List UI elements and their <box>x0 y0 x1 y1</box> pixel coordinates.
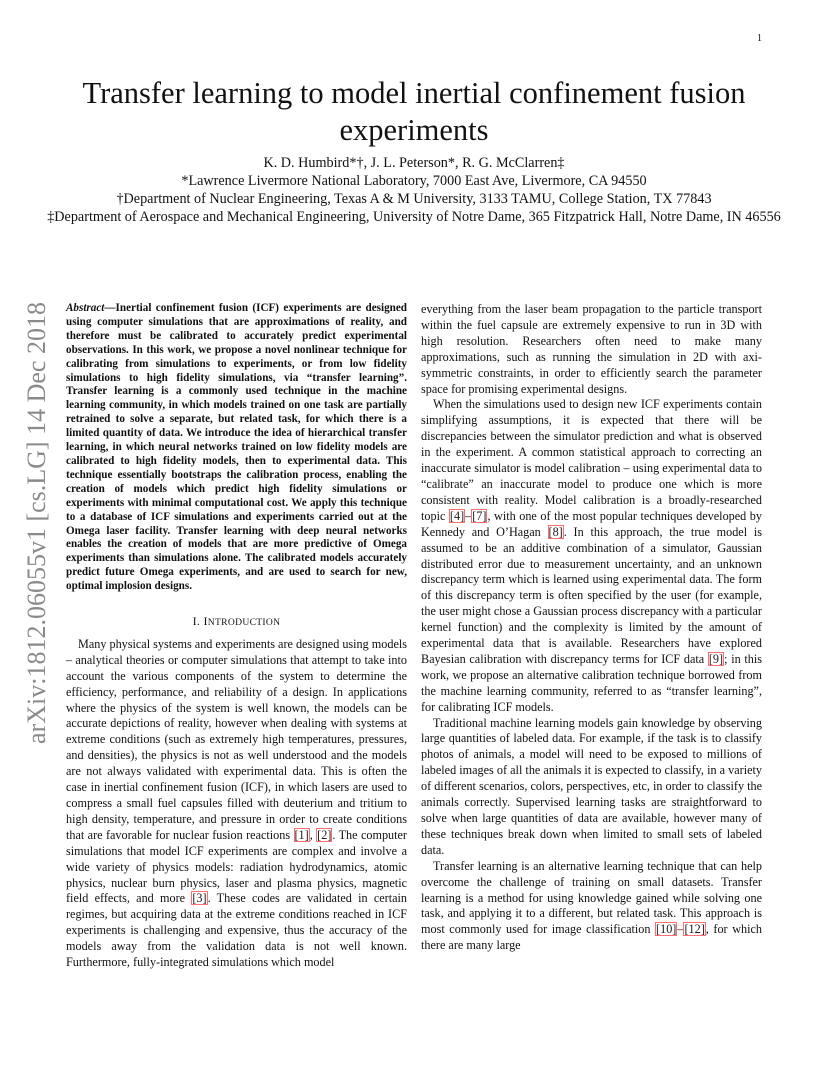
citation-link[interactable]: [1] <box>294 827 309 842</box>
paragraph-text: , for which there are many large <box>421 922 762 953</box>
paragraph-text: , with one of the most popular techniques developed by Kennedy and O’Hagan <box>421 508 762 539</box>
paragraph-text: – <box>677 922 684 937</box>
citation-link[interactable]: [2] <box>317 827 332 842</box>
section-rest: NTRODUCTION <box>207 617 281 629</box>
citation-link[interactable]: [4] <box>449 508 465 523</box>
abstract <box>66 302 407 594</box>
section-heading-introduction <box>66 614 407 631</box>
section-numeral: I. <box>192 614 204 629</box>
section-first-letter: I <box>203 614 208 629</box>
page-number: 1 <box>757 33 762 44</box>
citation-link[interactable]: [10] <box>656 922 677 937</box>
paper-title: Transfer learning to model inertial confinement fusion experiments <box>82 76 746 147</box>
affiliation-llnl: *Lawrence Livermore National Laboratory, 7000 East Ave, Livermore, CA 94550 <box>181 173 647 189</box>
paragraph-text: When the simulations used to design new ICF experiments contain simplifying assumptions, it is expected that there will be discrepancies between the simulator prediction and what is observed in the experiment. A common statistical approach to correcting an inaccurate simulator is model calibration – using experimental data to “calibrate” an inaccurate model to produce one which is more consistent with reality. Model calibration is a broadly-researched topic <box>421 397 762 523</box>
abstract-text: —Inertial confinement fusion (ICF) experiments are designed using computer simulations that are approximations of reality, and therefore must be calibrated to accurately predict experimental observations. In this work, we propose a novel nonlinear technique for calibrating from simulations to experiments, or from low fidelity simulations to high fidelity simulations, via “transfer learning”. Transfer learning is a commonly used technique in the machine learning community, in which models trained on one task are partially retrained to solve a separate, but related task, for which there is a limited quantity of data. We introduce the idea of hierarchical transfer learning, in which neural networks trained on low fidelity models are calibrated to high fidelity models, then to experimental data. This technique essentially bootstraps the calibration process, enabling the creation of models which predict high fidelity simulations or experiments with minimal computational cost. We apply this technique to a database of ICF simulations and experiments carried out at the Omega laser facility. Transfer learning with deep neural networks enables the creation of models that are more predictive of Omega experiments than simulations alone. The calibrated models accurately predict future Omega experiments, and are used to search for new, optimal implosion designs. <box>66 302 407 593</box>
intro-paragraph-3: Traditional machine learning models gain knowledge by observing large quantities of labeled data. For example, if the task is to classify photos of animals, a model will need to be exposed to millions of labeled images of all the animals it is expected to classify, in a variety of different scenarios, colors, perspectives, etc, in order to classify the animals correctly. Supervised learning tasks are straightforward to solve when large quantities of data are available, however many of these techniques break down when limited to small sets of labeled data. <box>421 715 762 857</box>
paragraph-text: . In this approach, the true model is assumed to be an additive combination of a simulator, Gaussian distributed error due to measurement uncertainty, and an unknown discrepancy term which is learned using experimental data. The form of this discrepancy term is often specified by the user (for example, the user might chose a Gaussian process discrepancy with a particular kernel function) and the complexity is limited by the amount of experimental data that is available. Researchers have explored Bayesian calibration with discrepancy terms for ICF data <box>421 524 762 666</box>
affiliation-tamu: †Department of Nuclear Engineering, Texas A & M University, 3133 TAMU, College Station, TX 77843 <box>116 191 712 207</box>
paragraph-text: ; in this work, we propose an alternative calibration technique borrowed from the machine learning community, referred to as “transfer learning”, for calibrating ICF models. <box>421 651 762 714</box>
affiliation-notre-dame: ‡Department of Aerospace and Mechanical Engineering, University of Notre Dame, 365 Fitzpatrick Hall, Notre Dame, IN 46556 <box>47 209 781 225</box>
citation-link[interactable]: [8] <box>548 524 563 539</box>
citation-link[interactable]: [9] <box>708 651 724 666</box>
arxiv-stamp: arXiv:1812.06055v1 [cs.LG] 14 Dec 2018 <box>22 302 51 744</box>
intro-paragraph-4 <box>421 859 762 954</box>
citation-link[interactable]: [12] <box>684 922 705 937</box>
paragraph-text: – <box>465 508 472 523</box>
citation-link[interactable]: [7] <box>472 508 487 523</box>
intro-paragraph-continued: everything from the laser beam propagation to the particle transport within the fuel capsule are extremely expensive to run in 3D with high resolution. Researchers often need to make many approximations, such as running the simulation in 2D with axi-symmetric constraints, in order to efficiently search the parameter space for promising experimental designs. <box>421 302 762 396</box>
author-list: K. D. Humbird*†, J. L. Peterson*, R. G. McClarren‡ <box>263 155 565 171</box>
intro-paragraph-1 <box>66 637 407 971</box>
right-column <box>421 302 762 954</box>
paragraph-text: Many physical systems and experiments are designed using models – analytical theories or computer simulations that attempt to take into account the various components of the system to determine the efficiency, performance, and reliability of a design. In applications where the physics of the system is well known, the models can be accurate depictions of reality, however when dealing with systems at extreme conditions (such as extremely high temperatures, pressures, and densities), the physics is not as well understood and the models are not always validated with experimental data. This is often the case in inertial confinement fusion (ICF), in which lasers are used to compress a small fuel capsules filled with deuterium and tritium to high density, temperature, and pressure in order to create conditions that are favorable for nuclear fusion reactions <box>66 636 407 842</box>
citation-link[interactable]: [3] <box>192 891 207 906</box>
paragraph-text: , <box>309 827 317 842</box>
left-column <box>66 302 407 971</box>
paragraph-text: . These codes are validated in certain regimes, but acquiring data at the extreme conditions reached in ICF experiments is challenging and expensive, thus the accuracy of the models away from the validation data is not well known. Furthermore, fully-integrated simulations which model <box>66 891 408 970</box>
intro-paragraph-2 <box>421 397 762 715</box>
paragraph-text: . The computer simulations that model ICF experiments are complex and involve a wide variety of physics models: radiation hydrodynamics, atomic physics, nuclear burn physics, laser and plasma physics, magnetic field effects, and more <box>66 827 407 906</box>
paragraph-text: Transfer learning is an alternative learning technique that can help overcome the challenge of training on small datasets. Transfer learning is a method for using knowledge gained while solving one task, and applying it to a different, but related task. This approach is most commonly used for image classification <box>421 858 762 937</box>
abstract-label: Abstract <box>66 302 105 314</box>
title-block <box>40 75 788 226</box>
